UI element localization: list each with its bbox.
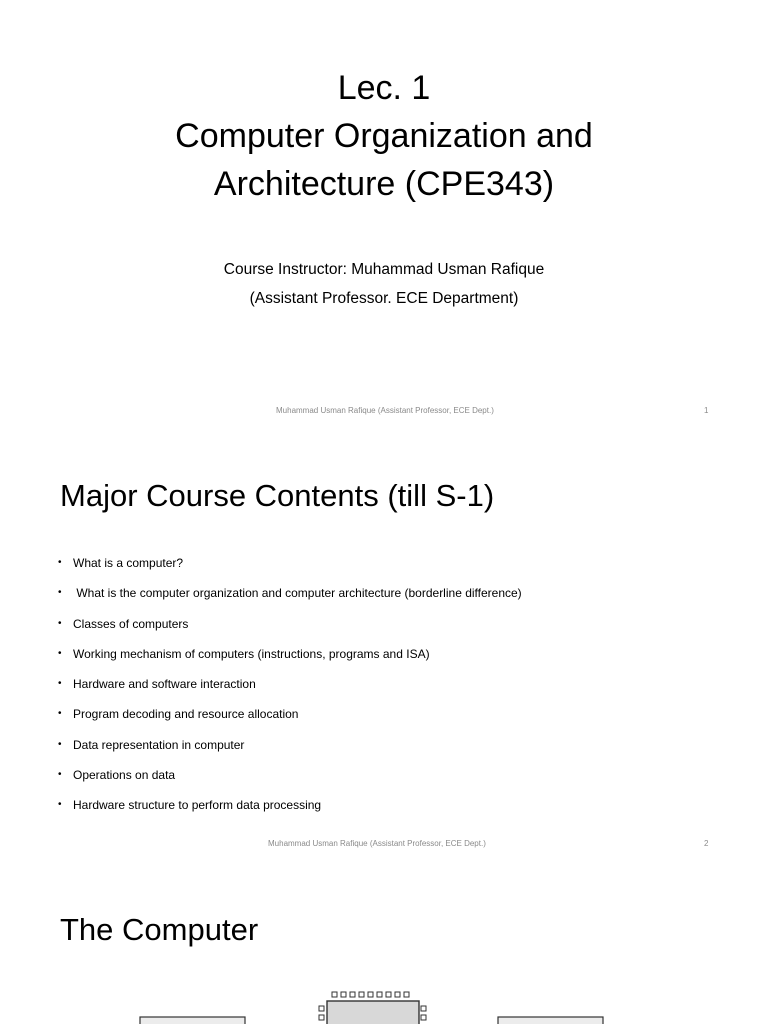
- slide-1-subtitle: [0, 255, 768, 313]
- slide-1-page-number: 1: [704, 406, 709, 415]
- slide-1-footer: Muhammad Usman Rafique (Assistant Professor, ECE Dept.): [276, 406, 494, 415]
- list-item: [58, 795, 522, 825]
- bullet-icon: •: [58, 799, 62, 811]
- list-item-text: Data representation in computer: [73, 737, 245, 752]
- slide-2: [0, 432, 768, 864]
- instructor-name: Course Instructor: Muhammad Usman Rafique: [223, 261, 545, 278]
- list-item-text: Program decoding and resource allocation: [73, 707, 299, 722]
- bullet-icon: •: [58, 678, 62, 690]
- computer-diagram: [0, 988, 768, 1024]
- slide-2-title: Major Course Contents (till S-1): [60, 478, 495, 513]
- list-item: [58, 583, 522, 613]
- left-component-box: [140, 1017, 245, 1024]
- slide-2-footer: Muhammad Usman Rafique (Assistant Professor, ECE Dept.): [268, 839, 486, 848]
- right-component-box: [498, 1017, 603, 1024]
- bullet-icon: •: [58, 708, 62, 720]
- list-item-text: What is a computer?: [73, 556, 184, 570]
- slide-3: [0, 864, 768, 1024]
- slide-3-title: The Computer: [60, 912, 259, 947]
- slide-2-page-number: 2: [704, 839, 709, 848]
- slide-1: [0, 0, 768, 432]
- processor-chip-icon: [327, 1001, 419, 1024]
- list-item: [58, 614, 522, 644]
- list-item-text: Hardware and software interaction: [73, 677, 256, 692]
- bullet-icon: •: [58, 617, 62, 629]
- list-item: [58, 765, 522, 795]
- list-item: [58, 704, 522, 734]
- list-item: [58, 553, 522, 583]
- slide-1-title-line: Architecture (CPE343): [213, 165, 555, 203]
- course-contents-list: [58, 553, 522, 826]
- bullet-icon: •: [58, 587, 62, 599]
- list-item-text: Operations on data: [73, 768, 176, 783]
- slide-1-title-line: Computer Organization and: [175, 117, 593, 155]
- list-item: [58, 674, 522, 704]
- bullet-icon: •: [58, 738, 62, 750]
- bullet-icon: •: [58, 769, 62, 781]
- slide-1-title: [0, 64, 768, 208]
- list-item-text: Hardware structure to perform data processing: [73, 798, 322, 813]
- list-item-text: Working mechanism of computers (instructions, programs and ISA): [73, 646, 430, 661]
- bullet-icon: •: [58, 647, 62, 659]
- list-item: [58, 735, 522, 765]
- bullet-icon: •: [58, 557, 62, 568]
- list-item: [58, 644, 522, 674]
- slide-1-title-line: Lec. 1: [337, 69, 431, 107]
- list-item-text: Classes of computers: [73, 616, 189, 631]
- instructor-position: (Assistant Professor. ECE Department): [249, 290, 519, 307]
- list-item-text: What is the computer organization and computer architecture (borderline difference): [73, 586, 522, 601]
